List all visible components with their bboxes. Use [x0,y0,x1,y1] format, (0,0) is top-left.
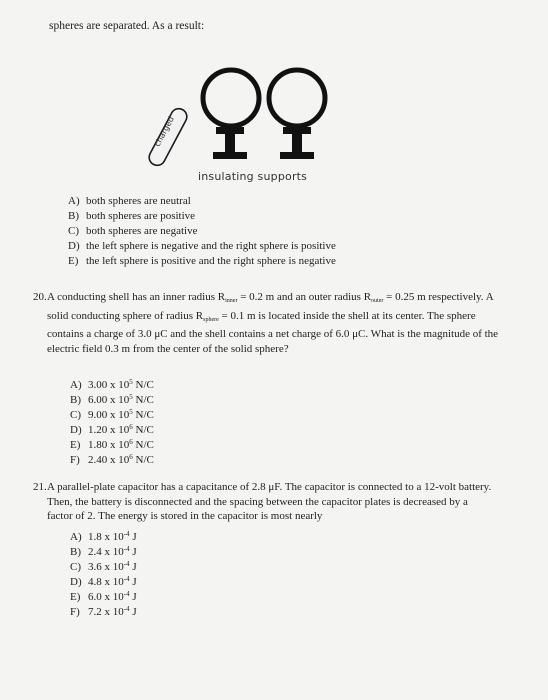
q20-option-f: F) 2.40 x $10^6$ N/C [70,453,154,466]
q20-options [70,375,154,465]
right-support [280,127,314,159]
q19-option-b: B) both spheres are positive [68,210,196,222]
charged-label: charged [152,114,176,149]
q21-option-b: B) 2.4 x $10^{-4}$ J [70,545,137,558]
question-20 [33,290,503,356]
q20-option-d: D) 1.20 x $10^6$ N/C [70,423,154,436]
q21-option-d: D) 4.8 x $10^{-4}$ J [70,575,137,588]
q21-option-a: A) 1.8 x $10^{-4}$ J [70,530,137,543]
q21-option-f: F) 7.2 x $10^{-4}$ J [70,605,137,618]
left-support [213,127,247,159]
insulating-supports-label: insulating supports [198,170,308,183]
left-sphere [203,70,259,126]
q19-option-a: A) both spheres are neutral [68,195,191,207]
intro-text: spheres are separated. As a result: [49,20,205,32]
q21-options [70,527,137,617]
q19-option-e: E) the left sphere is positive and the right sphere is negative [68,255,336,267]
q20-option-a: A) 3.00 x $10^5$ N/C [70,378,154,391]
q21-option-e: E) 6.0 x $10^{-4}$ J [70,590,137,603]
q20-option-b: B) 6.00 x $10^5$ N/C [70,393,154,406]
q20-option-c: C) 9.00 x $10^5$ N/C [70,408,154,421]
q19-options [68,194,336,269]
question-text: A conducting shell has an inner radius $R_{inner} = 0.2$ m and an outer radius $R_{outer} = 0.25$ m respectively. A solid conducting sphere of radius $R_{sphere} = 0.1$ m is located inside the shell at its center. The sphere contains a charge of 3.0 μC and the shell contains a net charge of 6.0 μC. What is the magnitude of the electric field 0.3 m from the center of the solid sphere? [47,291,499,355]
right-sphere [269,70,325,126]
q21-option-c: C) 3.6 x $10^{-4}$ J [70,560,137,573]
question-21 [33,480,493,524]
question-number: 20. [33,291,47,303]
question-number: 21. [33,481,47,493]
q20-option-e: E) 1.80 x $10^6$ N/C [70,438,154,451]
q19-option-d: D) the left sphere is negative and the right sphere is positive [68,240,336,252]
q19-option-c: C) both spheres are negative [68,225,198,237]
question-text: A parallel-plate capacitor has a capacitance of 2.8 μF. The capacitor is connected to a 12-volt battery. Then, the battery is disconnected and the spacing between the capacitor plates is decreased by a factor of 2. The energy is stored in the capacitor is most nearly [47,481,492,522]
